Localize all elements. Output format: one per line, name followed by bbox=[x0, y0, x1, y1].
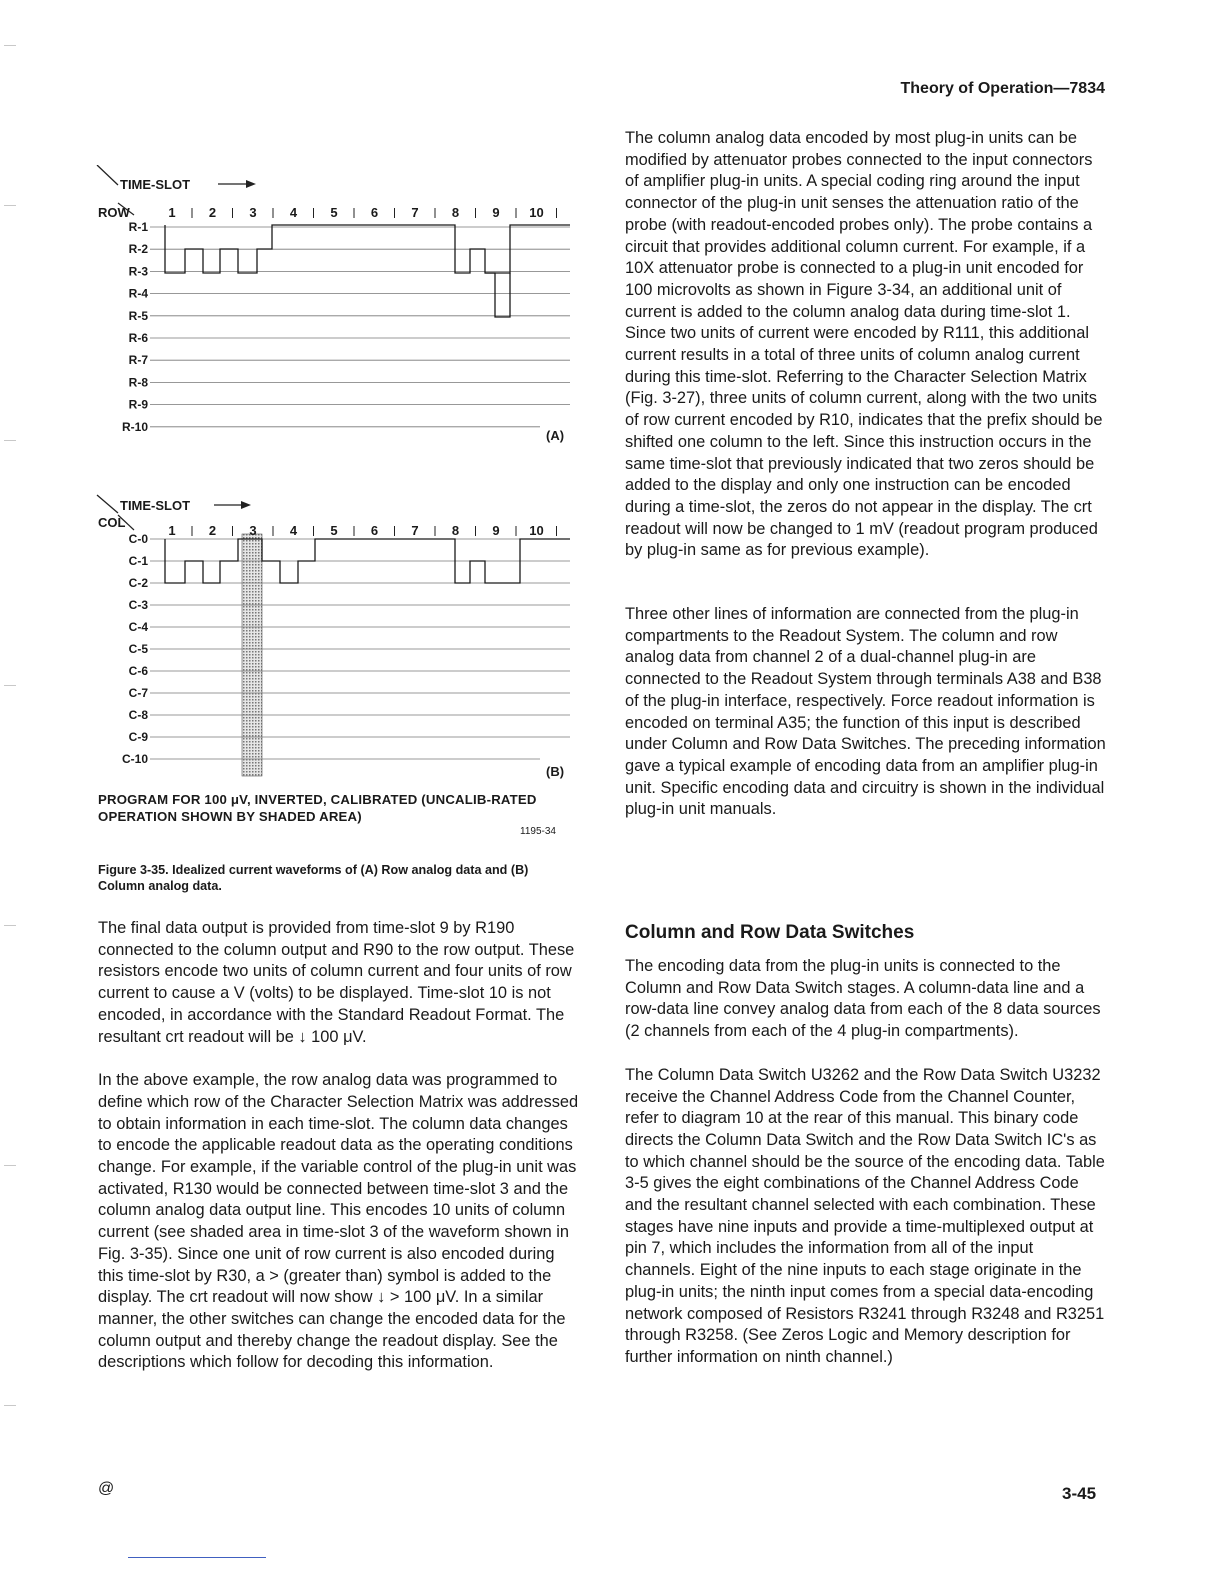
col-labels bbox=[122, 532, 148, 766]
panel-label-b: (B) bbox=[546, 764, 565, 779]
right-paragraph-1: The column analog data encoded by most plug-in units can be modified by attenuator probes connected to the input connectors of amplifier plug-in units. A special coding ring around the input connector of the plug-in unit senses the attenuation ratio of the probe (with readout-encoded probes only). The probe contains a circuit that provides additional column current. For example, if a 10X attenuator probe is connected to a plug-in unit encoded for 100 microvolts as shown in Figure 3-34, an additional unit of current is added to the column analog data during time-slot 1. Since two units of current were encoded by R111, this additional current results in a total of three units of column analog current during this time-slot. Referring to the Character Selection Matrix (Fig. 3-27), three units of column current, along with the two units of row current encoded by R10, indicates that the prefix should be shifted one column to the left. Since this instruction occurs in the same time-slot that previously indicated that two zeros should be added to the display and only one instruction can be encoded during a time-slot, the zeros do not appear in the display. The crt readout will now be changed to 1 mV (readout program produced by plug-in same as for previous example). bbox=[625, 129, 1103, 560]
row-line-label-R-10: R-10 bbox=[121, 419, 148, 434]
col-slot-label-10: 10 bbox=[529, 523, 544, 538]
col-line-label-C-10: C-10 bbox=[121, 752, 148, 766]
col-line-label-C-8: C-8 bbox=[128, 708, 148, 722]
right-column-bottom bbox=[625, 956, 1107, 1391]
row-slot-label-6: 6 bbox=[370, 205, 379, 220]
col-line-label-C-3: C-3 bbox=[128, 598, 148, 612]
col-slot-label-5: 5 bbox=[330, 523, 338, 538]
right-column-top bbox=[625, 128, 1107, 843]
slot-labels-row bbox=[168, 205, 556, 220]
col-slot-label-2: 2 bbox=[208, 523, 217, 538]
col-slot-label-3: 3 bbox=[249, 523, 257, 538]
col-slot-label-8: 8 bbox=[451, 523, 460, 538]
margin-mark bbox=[4, 45, 16, 46]
col-line-label-C-2: C-2 bbox=[128, 576, 148, 590]
right-paragraph-4: The Column Data Switch U3262 and the Row Data Switch U3232 receive the Channel Address Code from the Channel Counter, refer to diagram 10 at the rear of this manual. This binary code directs the Column Data Switch and the Row Data Switch IC's as to which channel should be the source of the encoding data. Table 3-5 gives the eight combinations of the Channel Address Code and the resultant channel selected with each combination. These stages have nine inputs and provide a time-multiplexed output at pin 7, which includes the information from all of the input channels. Eight of the nine inputs to each stage originate in the plug-in units; the ninth input comes from a special data-encoding network composed of Resistors R3241 through R3248 and R3251 through R3258. (See Zeros Logic and Memory description for further information on ninth channel.) bbox=[625, 1065, 1105, 1366]
row-slot-label-10: 10 bbox=[529, 205, 544, 220]
right-paragraph-3: The encoding data from the plug-in units is connected to the Column and Row Data Switch stages. A column-data line and a row-data line convey analog data from each of the 8 data sources (2 channels from each of the 4 plug-in compartments). bbox=[625, 957, 1101, 1041]
row-slot-label-2: 2 bbox=[208, 205, 217, 220]
shaded-uncalibrated-area bbox=[242, 534, 262, 776]
col-lines bbox=[150, 539, 570, 759]
row-waveform-lower bbox=[485, 273, 510, 317]
row-line-label-R-5: R-5 bbox=[128, 308, 148, 323]
page-number: 3-45 bbox=[1062, 1484, 1097, 1503]
col-line-label-C-6: C-6 bbox=[128, 664, 148, 678]
col-line-label-C-1: C-1 bbox=[128, 554, 148, 568]
bottom-edge-line bbox=[128, 1557, 266, 1558]
left-column bbox=[98, 918, 580, 1396]
margin-mark bbox=[4, 440, 16, 441]
row-lines bbox=[150, 227, 570, 427]
timeslot-arrowhead-b bbox=[241, 501, 251, 509]
col-line-label-C-4: C-4 bbox=[128, 620, 148, 634]
row-slot-label-4: 4 bbox=[289, 205, 298, 220]
row-line-label-R-9: R-9 bbox=[128, 397, 148, 412]
timeslot-label-b: TIME-SLOT bbox=[120, 498, 191, 513]
row-line-label-R-3: R-3 bbox=[128, 264, 148, 279]
timeslot-arrow-shaft-b bbox=[97, 495, 118, 513]
right-paragraph-2: Three other lines of information are connected from the plug-in compartments to the Readout System. The column and row analog data from channel 2 of a dual-channel plug-in are connected to the Readout System through terminals A38 and B38 of the plug-in interface, respectively. Force readout information is encoded on terminal A35; the function of this input is described under Column and Row Data Switches. The preceding information gave a typical example of encoding data from an amplifier plug-in unit. Specific encoding data and circuitry is shown in the individual plug-in unit manuals. bbox=[625, 605, 1106, 819]
figure-number: 1195-34 bbox=[520, 826, 556, 837]
timeslot-arrow-shaft-a bbox=[97, 165, 118, 185]
left-paragraph-2: In the above example, the row analog data was programmed to define which row of the Character Selection Matrix was addressed to obtain information in each time-slot. The column data changes to encode the applicable readout data as the operating conditions change. For example, if the variable control of the plug-in unit was activated, R130 would be connected between time-slot 3 and the column analog data output line. This encodes 10 units of column current (see shaded area in time-slot 3 of the waveform shown in Fig. 3-35). Since one unit of row current is also encoded during this time-slot by R30, a > (greater than) symbol is added to the display. The crt readout will now show ↓ > 100 μV. In a similar manner, the other switches can change the encoded data for the column output and thereby change the readout display. See the descriptions which follow for decoding this information. bbox=[98, 1071, 579, 1372]
slot-labels-col bbox=[168, 523, 556, 538]
margin-mark bbox=[4, 1405, 16, 1406]
timeslot-label-a: TIME-SLOT bbox=[120, 177, 191, 192]
margin-mark bbox=[4, 685, 16, 686]
col-line-label-C-5: C-5 bbox=[128, 642, 148, 656]
row-labels bbox=[122, 220, 148, 434]
margin-mark bbox=[4, 205, 16, 206]
page-header: Theory of Operation—7834 bbox=[900, 80, 1105, 97]
figure-caption: Figure 3-35. Idealized current waveforms of (A) Row analog data and (B) Column analog data. bbox=[98, 863, 529, 893]
section-heading: Column and Row Data Switches bbox=[625, 922, 915, 943]
col-slot-label-4: 4 bbox=[289, 523, 298, 538]
col-slot-label-6: 6 bbox=[370, 523, 379, 538]
row-line-label-R-2: R-2 bbox=[128, 242, 148, 257]
timeslot-arrowhead-a bbox=[246, 180, 256, 188]
row-line-label-R-4: R-4 bbox=[128, 286, 148, 301]
col-slot-label-1: 1 bbox=[168, 523, 176, 538]
program-caption: PROGRAM FOR 100 μV, INVERTED, CALIBRATED (UNCALIB-RATED OPERATION SHOWN BY SHADED AREA) bbox=[98, 792, 537, 824]
row-slot-label-8: 8 bbox=[451, 205, 460, 220]
row-line-label-R-6: R-6 bbox=[128, 331, 148, 345]
col-axis-label: COL bbox=[98, 515, 126, 530]
col-line-label-C-7: C-7 bbox=[128, 686, 148, 700]
waveform-figure bbox=[90, 165, 590, 790]
col-line-label-C-0: C-0 bbox=[128, 532, 148, 546]
left-paragraph-1: The final data output is provided from time-slot 9 by R190 connected to the column output and R90 to the row output. These resistors encode two units of column current and four units of row current to cause a V (volts) to be displayed. Time-slot 10 is not encoded, in accordance with the Standard Readout Format. The resultant crt readout will be ↓ 100 μV. bbox=[98, 919, 575, 1046]
row-axis-label: ROW bbox=[98, 205, 130, 220]
row-slot-label-3: 3 bbox=[249, 205, 257, 220]
panel-label-a: (A) bbox=[546, 428, 565, 443]
col-slot-label-7: 7 bbox=[411, 523, 419, 538]
row-line-label-R-8: R-8 bbox=[128, 375, 148, 390]
footer-symbol: @ bbox=[98, 1480, 115, 1497]
row-slot-label-7: 7 bbox=[411, 205, 419, 220]
row-slot-label-5: 5 bbox=[330, 205, 338, 220]
col-line-label-C-9: C-9 bbox=[128, 730, 148, 744]
row-slot-label-9: 9 bbox=[492, 205, 500, 220]
row-slot-label-1: 1 bbox=[168, 205, 176, 220]
col-slot-label-9: 9 bbox=[492, 523, 500, 538]
row-line-label-R-1: R-1 bbox=[128, 220, 148, 234]
margin-mark bbox=[4, 925, 16, 926]
margin-mark bbox=[4, 1165, 16, 1166]
row-line-label-R-7: R-7 bbox=[128, 353, 148, 368]
